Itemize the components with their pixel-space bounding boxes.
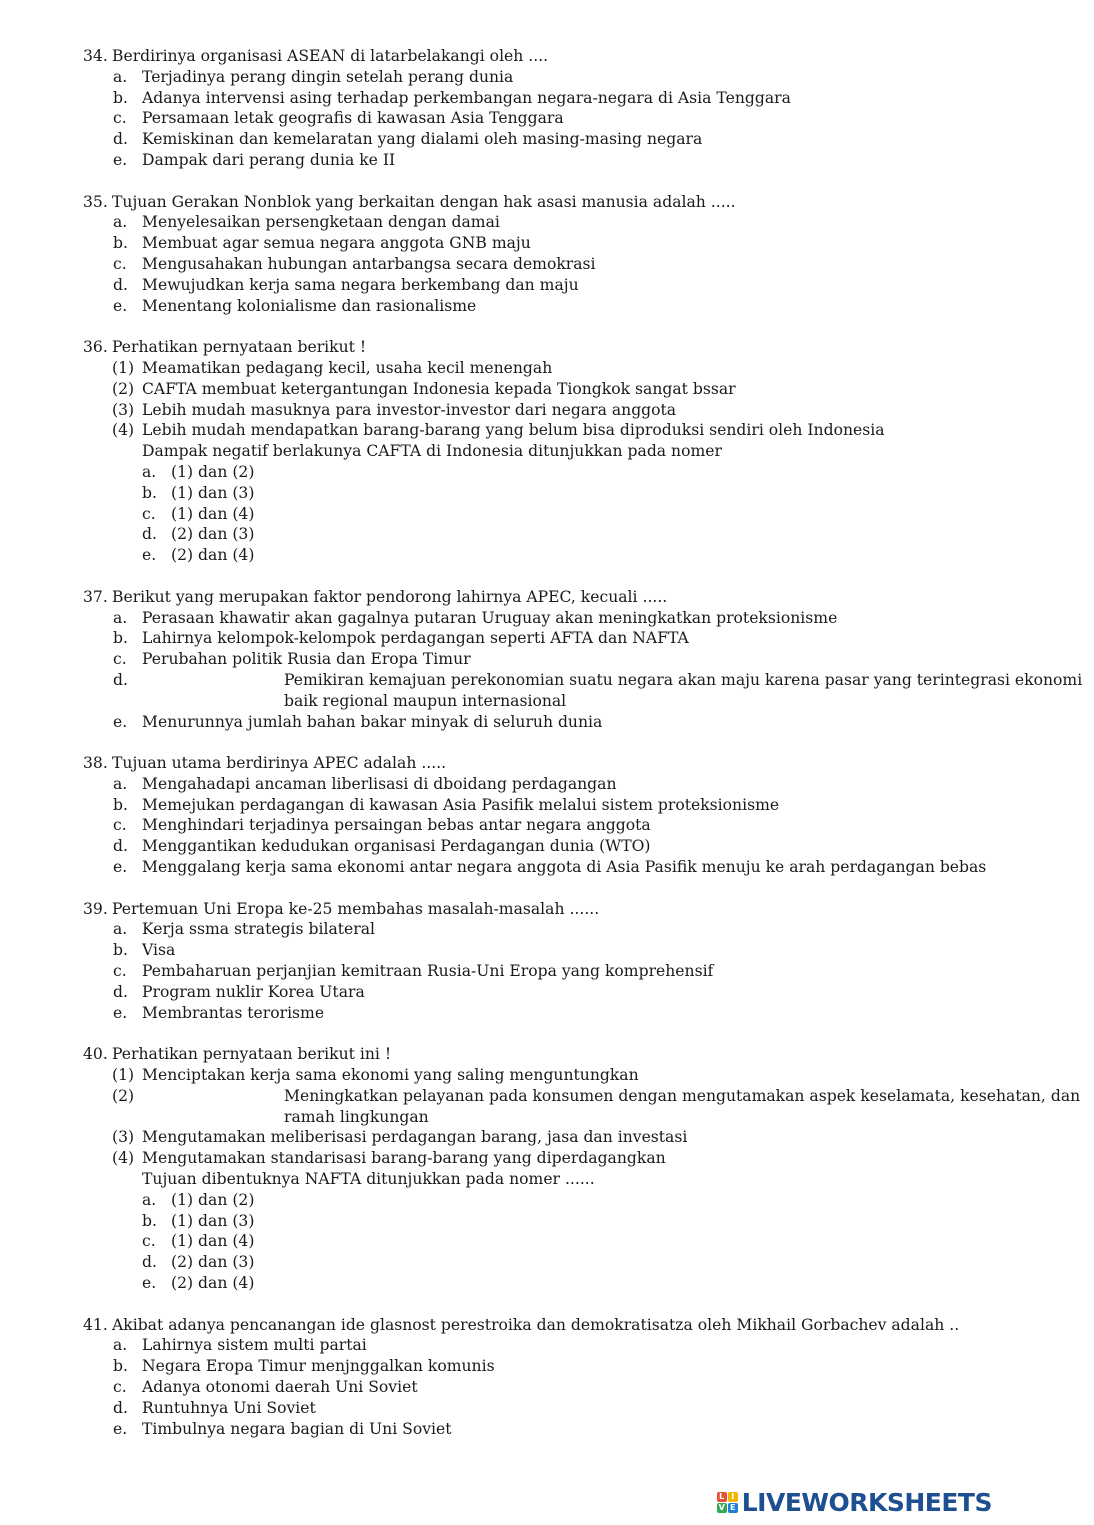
statement-item (0, 358, 1000, 379)
question-prompt: Tujuan dibentuknya NAFTA ditunjukkan pada nomer ...... (142, 1170, 595, 1189)
option-letter: b. (113, 88, 128, 107)
option-letter: b. (142, 483, 157, 502)
answer-option[interactable] (0, 774, 1000, 795)
option-letter: d. (113, 982, 128, 1001)
question-number: 35. (83, 192, 108, 211)
option-letter: d. (113, 275, 128, 294)
statement-number: (4) (112, 421, 135, 440)
question-number: 36. (83, 338, 108, 357)
answer-option[interactable] (0, 254, 1000, 275)
question-block (0, 753, 1000, 878)
option-text: Mewujudkan kerja sama negara berkembang dan maju (142, 275, 579, 294)
question-prompt: Dampak negatif berlakunya CAFTA di Indonesia ditunjukkan pada nomer (142, 442, 722, 461)
option-text: (1) dan (2) (171, 1190, 255, 1209)
option-text: Perasaan khawatir akan gagalnya putaran Uruguay akan meningkatkan proteksionisme (142, 608, 838, 627)
question-text: Tujuan Gerakan Nonblok yang berkaitan dengan hak asasi manusia adalah ..... (112, 192, 736, 211)
statement-item (0, 420, 1000, 441)
option-letter: b. (142, 1211, 157, 1230)
option-letter: a. (142, 462, 157, 481)
option-text: Menghindari terjadinya persaingan bebas antar negara anggota (142, 816, 651, 835)
answer-option[interactable] (0, 1003, 1000, 1024)
question-block (0, 192, 1000, 317)
statement-text: Mengutamakan standarisasi barang-barang yang diperdagangkan (142, 1149, 666, 1168)
logo-mark-letter: E (728, 1503, 738, 1513)
question-block (0, 46, 1000, 171)
statement-number: (3) (112, 1128, 135, 1147)
option-text: Runtuhnya Uni Soviet (142, 1398, 316, 1417)
answer-option[interactable] (0, 961, 1000, 982)
statement-number: (4) (112, 1149, 135, 1168)
question-block (0, 337, 1000, 566)
option-letter: c. (142, 504, 156, 523)
option-text: (2) dan (3) (171, 525, 255, 544)
option-letter: e. (113, 150, 128, 169)
option-letter: d. (113, 837, 128, 856)
question-line (0, 1044, 1000, 1065)
question-line (0, 1315, 1000, 1336)
liveworksheets-logo-mark-icon (717, 1492, 738, 1513)
answer-option[interactable] (0, 1231, 1000, 1252)
option-letter: b. (113, 795, 128, 814)
option-letter: d. (113, 1398, 128, 1417)
option-letter: c. (113, 962, 127, 981)
option-text: (2) dan (3) (171, 1253, 255, 1272)
answer-option[interactable] (0, 815, 1000, 836)
answer-option[interactable] (0, 504, 1000, 525)
liveworksheets-logo[interactable] (717, 1485, 992, 1519)
option-text: Persamaan letak geografis di kawasan Asia Tenggara (142, 109, 564, 128)
answer-option[interactable] (0, 857, 1000, 878)
statement-text: Menciptakan kerja sama ekonomi yang saling menguntungkan (142, 1066, 639, 1085)
option-letter: a. (113, 213, 128, 232)
option-text: Negara Eropa Timur menjnggalkan komunis (142, 1357, 495, 1376)
question-line (0, 587, 1000, 608)
option-letter: a. (113, 1336, 128, 1355)
option-letter: b. (113, 1357, 128, 1376)
option-letter: e. (113, 296, 128, 315)
option-text: Program nuklir Korea Utara (142, 982, 365, 1001)
question-number: 40. (83, 1045, 108, 1064)
statement-number: (1) (112, 1066, 135, 1085)
option-letter: c. (113, 650, 127, 669)
option-letter: c. (113, 816, 127, 835)
question-block (0, 1044, 1081, 1294)
option-letter: d. (142, 1253, 157, 1272)
answer-option[interactable] (0, 483, 1000, 504)
option-letter: b. (113, 234, 128, 253)
option-text: Visa (142, 941, 176, 960)
option-letter: c. (142, 1232, 156, 1251)
statement-text: Meningkatkan pelayanan pada konsumen dengan mengutamakan aspek keselamata, kesehatan, dan ramah lingkungan (284, 1086, 1081, 1126)
option-text: Membuat agar semua negara anggota GNB maju (142, 234, 531, 253)
answer-option[interactable] (0, 212, 1000, 233)
answer-option[interactable] (0, 608, 1000, 629)
statement-number: (3) (112, 400, 135, 419)
option-letter: e. (113, 1003, 128, 1022)
statement-text: Lebih mudah mendapatkan barang-barang yang belum bisa diproduksi sendiri oleh Indonesia (142, 421, 885, 440)
question-line (0, 46, 1000, 67)
answer-option[interactable] (0, 795, 1000, 816)
option-text: Menggantikan kedudukan organisasi Perdagangan dunia (WTO) (142, 837, 651, 856)
answer-option[interactable] (0, 836, 1000, 857)
answer-option[interactable] (0, 233, 1000, 254)
option-text: (2) dan (4) (171, 1274, 255, 1293)
statement-text: CAFTA membuat ketergantungan Indonesia kepada Tiongkok sangat bssar (142, 379, 736, 398)
answer-option[interactable] (0, 1377, 1000, 1398)
option-letter: a. (113, 67, 128, 86)
question-text: Pertemuan Uni Eropa ke-25 membahas masalah-masalah ...... (112, 899, 600, 918)
option-text: Menentang kolonialisme dan rasionalisme (142, 296, 477, 315)
option-letter: a. (113, 774, 128, 793)
option-text: Kerja ssma strategis bilateral (142, 920, 375, 939)
answer-option[interactable] (0, 462, 1000, 483)
question-block (0, 1315, 1000, 1440)
question-number: 39. (83, 899, 108, 918)
answer-option[interactable] (0, 88, 1000, 109)
answer-option[interactable] (0, 1211, 1000, 1232)
answer-option[interactable] (0, 982, 1000, 1003)
option-letter: e. (113, 712, 128, 731)
option-text: (1) dan (3) (171, 483, 255, 502)
answer-option[interactable] (0, 108, 1000, 129)
option-letter: c. (113, 1378, 127, 1396)
option-text: Menurunnya jumlah bahan bakar minyak di seluruh dunia (142, 712, 603, 731)
question-text: Berikut yang merupakan faktor pendorong lahirnya APEC, kecuali ..... (112, 587, 668, 606)
question-block (0, 587, 1083, 733)
logo-mark-letter: V (718, 1502, 725, 1512)
option-text: Mengusahakan hubungan antarbangsa secara demokrasi (142, 254, 596, 273)
option-text: Mengahadapi ancaman liberlisasi di dboidang perdagangan (142, 774, 617, 793)
question-prompt-line (0, 441, 1000, 462)
statement-number: (2) (112, 379, 135, 398)
option-text: Kemiskinan dan kemelaratan yang dialami oleh masing-masing negara (142, 130, 703, 149)
worksheet-document (0, 46, 1083, 1460)
question-number: 38. (83, 754, 108, 773)
question-text: Perhatikan pernyataan berikut ini ! (112, 1045, 392, 1064)
statement-text: Mengutamakan meliberisasi perdagangan barang, jasa dan investasi (142, 1128, 688, 1147)
option-letter: b. (113, 629, 128, 648)
answer-option[interactable] (0, 67, 1000, 88)
statement-item (0, 1065, 1000, 1086)
option-letter: d. (113, 130, 128, 149)
option-letter: a. (113, 608, 128, 627)
option-text: Lahirnya kelompok-kelompok perdagangan seperti AFTA dan NAFTA (142, 629, 689, 648)
statement-item (0, 1148, 1000, 1169)
option-letter: e. (113, 858, 128, 877)
question-text: Tujuan utama berdirinya APEC adalah ..... (112, 754, 447, 773)
option-text: (1) dan (4) (171, 1232, 255, 1251)
option-text: Memejukan perdagangan di kawasan Asia Pasifik melalui sistem proteksionisme (142, 795, 780, 814)
question-line (0, 753, 1000, 774)
answer-option[interactable] (0, 1356, 1000, 1377)
statement-text: Lebih mudah masuknya para investor-investor dari negara anggota (142, 400, 677, 419)
logo-mark-letter: I (728, 1492, 738, 1502)
statement-item (0, 400, 1000, 421)
answer-option[interactable] (0, 524, 1000, 545)
answer-option[interactable] (0, 1273, 1000, 1294)
option-text: Adanya otonomi daerah Uni Soviet (142, 1378, 418, 1396)
option-letter: c. (113, 254, 127, 273)
answer-option[interactable] (0, 1335, 1000, 1356)
answer-option[interactable] (0, 1252, 1000, 1273)
answer-option[interactable] (0, 545, 1000, 566)
statement-number: (1) (112, 358, 135, 377)
liveworksheets-logo-text: LIVEWORKSHEETS (741, 1487, 992, 1517)
answer-option[interactable] (0, 296, 1000, 317)
answer-option[interactable] (0, 150, 1000, 171)
answer-option[interactable] (0, 275, 1000, 296)
question-text: Perhatikan pernyataan berikut ! (112, 338, 367, 357)
option-text: Perubahan politik Rusia dan Eropa Timur (142, 650, 471, 669)
option-text: Menyelesaikan persengketaan dengan damai (142, 213, 500, 232)
question-prompt-line (0, 1169, 1000, 1190)
statement-item (0, 379, 1000, 400)
option-letter: e. (142, 1274, 157, 1293)
option-letter: d. (142, 525, 157, 544)
question-line (0, 899, 1000, 920)
answer-option[interactable] (0, 129, 1000, 150)
option-letter: c. (113, 109, 127, 128)
answer-option[interactable] (0, 1190, 1000, 1211)
question-text: Akibat adanya pencanangan ide glasnost perestroika dan demokratisatza oleh Mikhail Gorbachev adalah .. (112, 1315, 960, 1334)
answer-option[interactable] (0, 670, 1083, 712)
statement-item (0, 1086, 1081, 1128)
question-text: Berdirinya organisasi ASEAN di latarbelakangi oleh .... (112, 47, 549, 65)
option-text: Lahirnya sistem multi partai (142, 1336, 367, 1355)
statement-text: Meamatikan pedagang kecil, usaha kecil menengah (142, 358, 553, 377)
answer-option[interactable] (0, 919, 1000, 940)
option-letter: a. (142, 1190, 157, 1209)
answer-option[interactable] (0, 649, 1000, 670)
option-letter: a. (113, 920, 128, 939)
option-text: Timbulnya negara bagian di Uni Soviet (142, 1419, 452, 1438)
question-number: 37. (83, 587, 108, 606)
answer-option[interactable] (0, 1398, 1000, 1419)
option-letter: e. (142, 546, 157, 565)
option-text: Membrantas terorisme (142, 1003, 325, 1022)
question-number: 41. (83, 1315, 108, 1334)
option-text: (1) dan (2) (171, 462, 255, 481)
option-letter: b. (113, 941, 128, 960)
answer-option[interactable] (0, 712, 1000, 733)
question-number: 34. (83, 47, 108, 65)
option-letter: e. (113, 1419, 128, 1438)
option-text: Dampak dari perang dunia ke II (142, 150, 396, 169)
answer-option[interactable] (0, 1419, 1000, 1440)
option-text: Menggalang kerja sama ekonomi antar negara anggota di Asia Pasifik menuju ke arah perdagangan bebas (142, 858, 987, 877)
option-text: (2) dan (4) (171, 546, 255, 565)
option-letter: d. (113, 670, 128, 689)
question-block (0, 899, 1000, 1024)
statement-number: (2) (112, 1086, 135, 1105)
answer-option[interactable] (0, 628, 1000, 649)
option-text: (1) dan (4) (171, 504, 255, 523)
option-text: Adanya intervensi asing terhadap perkembangan negara-negara di Asia Tenggara (142, 88, 791, 107)
question-line (0, 192, 1000, 213)
option-text: Pembaharuan perjanjian kemitraan Rusia-Uni Eropa yang komprehensif (142, 962, 714, 981)
statement-item (0, 1127, 1000, 1148)
answer-option[interactable] (0, 940, 1000, 961)
question-line (0, 337, 1000, 358)
logo-mark-letter: L (717, 1492, 727, 1502)
option-text: (1) dan (3) (171, 1211, 255, 1230)
option-text: Terjadinya perang dingin setelah perang dunia (142, 67, 514, 86)
option-text: Pemikiran kemajuan perekonomian suatu negara akan maju karena pasar yang terintegrasi ekonomi baik regional maupun internasional (284, 670, 1083, 710)
